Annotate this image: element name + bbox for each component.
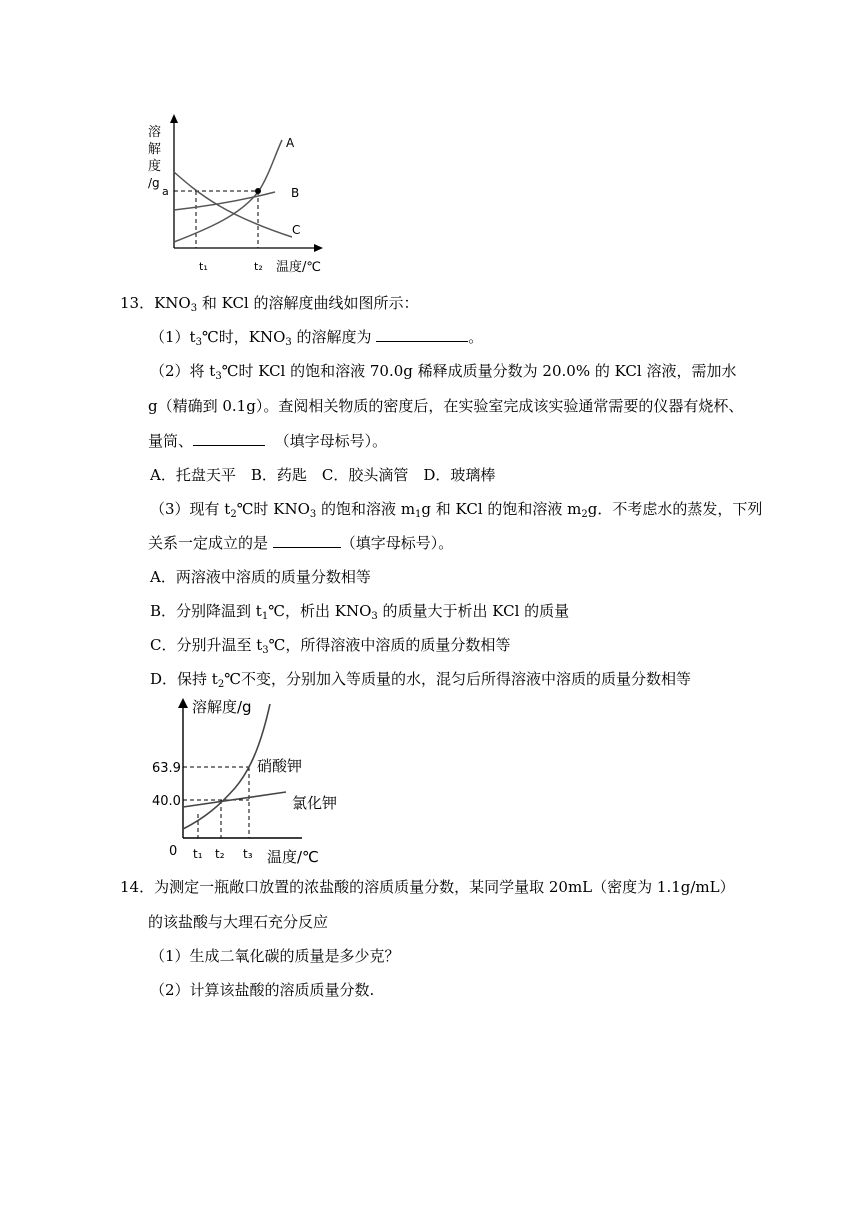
q13-part2-line2: g（精确到 0.1g）。查阅相关物质的密度后，在实验室完成该实验通常需要的仪器有烧杯、 [148, 397, 744, 415]
answer-blank-2[interactable] [193, 431, 265, 446]
kno3-label: 硝酸钾 [257, 757, 303, 775]
curve-c-label: C [292, 223, 301, 237]
fig1-ylabel-2: 解 [148, 142, 162, 157]
q13-option-d: D．保持 $t_2℃$不变，分别加入等质量的水，混匀后所得溶液中溶质的质量分数相等 [150, 670, 691, 690]
q13-part2-line1: （2）将 $t_3℃$时 KCl 的饱和溶液 70.0g 稀释成质量分数为 20.0% 的 KCl 溶液，需加水 [150, 362, 737, 382]
answer-blank-1[interactable] [376, 327, 468, 342]
curve-a-label: A [286, 136, 295, 150]
q13-part2-options: A．托盘天平 B．药匙 C．胶头滴管 D．玻璃棒 [150, 466, 496, 484]
fig1-ylabel-1: 溶 [148, 125, 162, 140]
fig1-tick-t1: t₁ [199, 260, 208, 273]
fig1-a-label: a [162, 185, 169, 198]
q14-stem-line1: 14．为测定一瓶敞口放置的浓盐酸的溶质质量分数，某同学量取 20mL（密度为 1.1g/mL） [120, 878, 735, 896]
q14-part2: （2）计算该盐酸的溶质质量分数. [150, 981, 375, 999]
q13-part2-line3: 量筒、 （填字母标号）。 [148, 432, 388, 450]
q13-option-a: A．两溶液中溶质的质量分数相等 [150, 568, 371, 586]
q13-stem: 13．$KNO_3$ 和 KCl 的溶解度曲线如图所示： [120, 294, 419, 314]
q13-part3-line2: 关系一定成立的是 （填字母标号）。 [148, 534, 454, 552]
fig2-ylabel: 溶解度/g [192, 698, 252, 716]
q14-part1: （1）生成二氧化碳的质量是多少克？ [150, 947, 400, 965]
q13-option-b: B．分别降温到 $t_1℃$，析出 $KNO_3$ 的质量大于析出 KCl 的质量 [150, 602, 570, 622]
fig2-tick-t3: t₃ [243, 847, 253, 861]
fig2-xlabel: 温度/℃ [267, 848, 319, 866]
fig1-xlabel: 温度/℃ [276, 260, 321, 275]
curve-c [174, 172, 292, 237]
fig1-ylabel-4: /g [148, 176, 160, 190]
fig2-ytick-63-9: 63.9 [152, 761, 181, 776]
solubility-figure-1 [140, 110, 340, 280]
fig1-tick-t2: t₂ [254, 260, 263, 273]
curve-b [174, 192, 275, 210]
curve-b-label: B [291, 186, 300, 200]
q14-stem-line2: 的该盐酸与大理石充分反应 [148, 913, 329, 931]
q13-option-c: C．分别升温至 $t_3℃$，所得溶液中溶质的质量分数相等 [150, 636, 511, 656]
q13-part3-line1: （3）现有 $t_2℃$时 $KNO_3$ 的饱和溶液 $m_1g$ 和 KCl 的饱和溶液 $m_2g$．不考虑水的蒸发，下列 [150, 500, 763, 520]
intersection-point [255, 188, 261, 194]
solubility-figure-2 [152, 690, 380, 870]
fig2-origin: 0 [169, 844, 178, 859]
fig1-ylabel-3: 度 [148, 159, 162, 174]
kcl-label: 氯化钾 [292, 794, 338, 812]
fig2-ytick-40-0: 40.0 [152, 794, 181, 809]
q13-part1: $(1)t_3℃$时，$KNO_3$ 的溶解度为 。 [150, 328, 484, 348]
fig2-tick-t2: t₂ [215, 847, 225, 861]
answer-blank-3[interactable] [273, 533, 341, 548]
fig2-tick-t1: t₁ [193, 847, 203, 861]
